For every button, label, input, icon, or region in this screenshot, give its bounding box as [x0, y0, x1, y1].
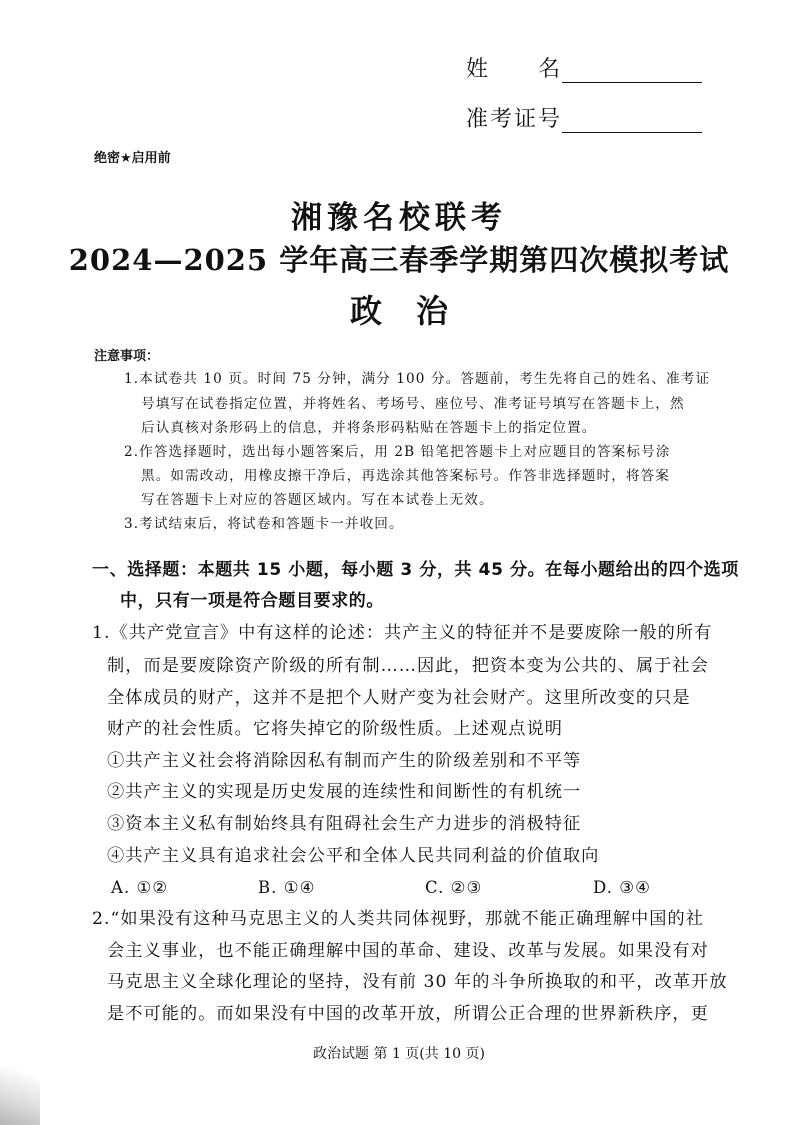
exam-title: 2024—2025 学年高三春季学期第四次模拟考试 [68, 243, 730, 277]
question-2-line: 是不可能的。而如果没有中国的改革开放，所谓公正合理的世界新秩序，更 [107, 1004, 709, 1024]
id-label: 准考证号 [466, 107, 563, 132]
question-2-line: 马克思主义全球化理论的坚持，没有前 30 年的斗争所换取的和平，改革开放 [107, 972, 728, 992]
scan-shadow [0, 1055, 40, 1125]
id-underline [562, 110, 702, 133]
question-1-statement: ④共产主义具有追求社会公平和全体人民共同利益的价值取向 [107, 846, 600, 866]
question-2-line: 2.“如果没有这种马克思主义的人类共同体视野，那就不能正确理解中国的社 [92, 909, 704, 929]
notice-heading: 注意事项： [94, 349, 160, 364]
notice-line: 写在答题卡上对应的答题区域内。写在本试卷上无效。 [141, 492, 494, 508]
notice-line: 号填写在试卷指定位置，并将姓名、考场号、座位号、准考证号填写在答题卡上，然 [141, 396, 685, 412]
candidate-id-field [466, 102, 702, 133]
notice-line: 1.本试卷共 10 页。时间 75 分钟，满分 100 分。答题前，考生先将自己的姓名、准考证 [124, 371, 711, 387]
candidate-name-field [466, 52, 702, 83]
question-2-line: 会主义事业，也不能正确理解中国的革命、建设、改革与发展。如果没有对 [107, 941, 709, 961]
notice-line: 后认真核对条形码上的信息，并将条形码粘贴在答题卡上的指定位置。 [141, 420, 597, 436]
question-1-line: 1.《共产党宣言》中有这样的论述：共产主义的特征并不是要废除一般的所有 [92, 623, 713, 643]
notice-line: 3.考试结束后，将试卷和答题卡一并收回。 [124, 516, 404, 532]
question-1-statement: ①共产主义社会将消除因私有制而产生的阶级差别和不平等 [107, 751, 582, 771]
section-heading: 一、选择题：本题共 15 小题，每小题 3 分，共 45 分。在每小题给出的四个选项 [92, 560, 739, 580]
name-label: 姓 名 [466, 57, 563, 82]
option-b: B. ①④ [258, 878, 316, 897]
notice-line: 2.作答选择题时，选出每小题答案后，用 2B 铅笔把答题卡上对应题目的答案标号涂 [124, 444, 671, 460]
name-underline [562, 60, 702, 83]
question-1-statement: ③资本主义私有制始终具有阻碍社会生产力进步的消极特征 [107, 814, 582, 834]
section-heading-cont: 中，只有一项是符合题目要求的。 [120, 591, 384, 611]
option-d: D. ③④ [593, 878, 651, 897]
question-1-statement: ②共产主义的实现是历史发展的连续性和间断性的有机统一 [107, 782, 582, 802]
confidential-mark: 绝密★启用前 [94, 151, 171, 166]
subject-title: 政治 [349, 292, 482, 330]
exam-union-title: 湘豫名校联考 [291, 200, 507, 236]
question-1-line: 制，而是要废除资产阶级的所有制……因此，把资本变为公共的、属于社会 [107, 656, 709, 676]
question-1-line: 财产的社会性质。它将失掉它的阶级性质。上述观点说明 [107, 719, 563, 739]
option-c: C. ②③ [425, 878, 483, 897]
option-a: A. ①② [111, 878, 169, 897]
notice-line: 黑。如需改动，用橡皮擦干净后，再选涂其他答案标号。作答非选择题时，将答案 [141, 468, 670, 484]
question-1-line: 全体成员的财产，这并不是把个人财产变为社会财产。这里所改变的只是 [107, 688, 691, 708]
page-footer: 政治试题 第 1 页(共 10 页) [313, 1046, 485, 1062]
